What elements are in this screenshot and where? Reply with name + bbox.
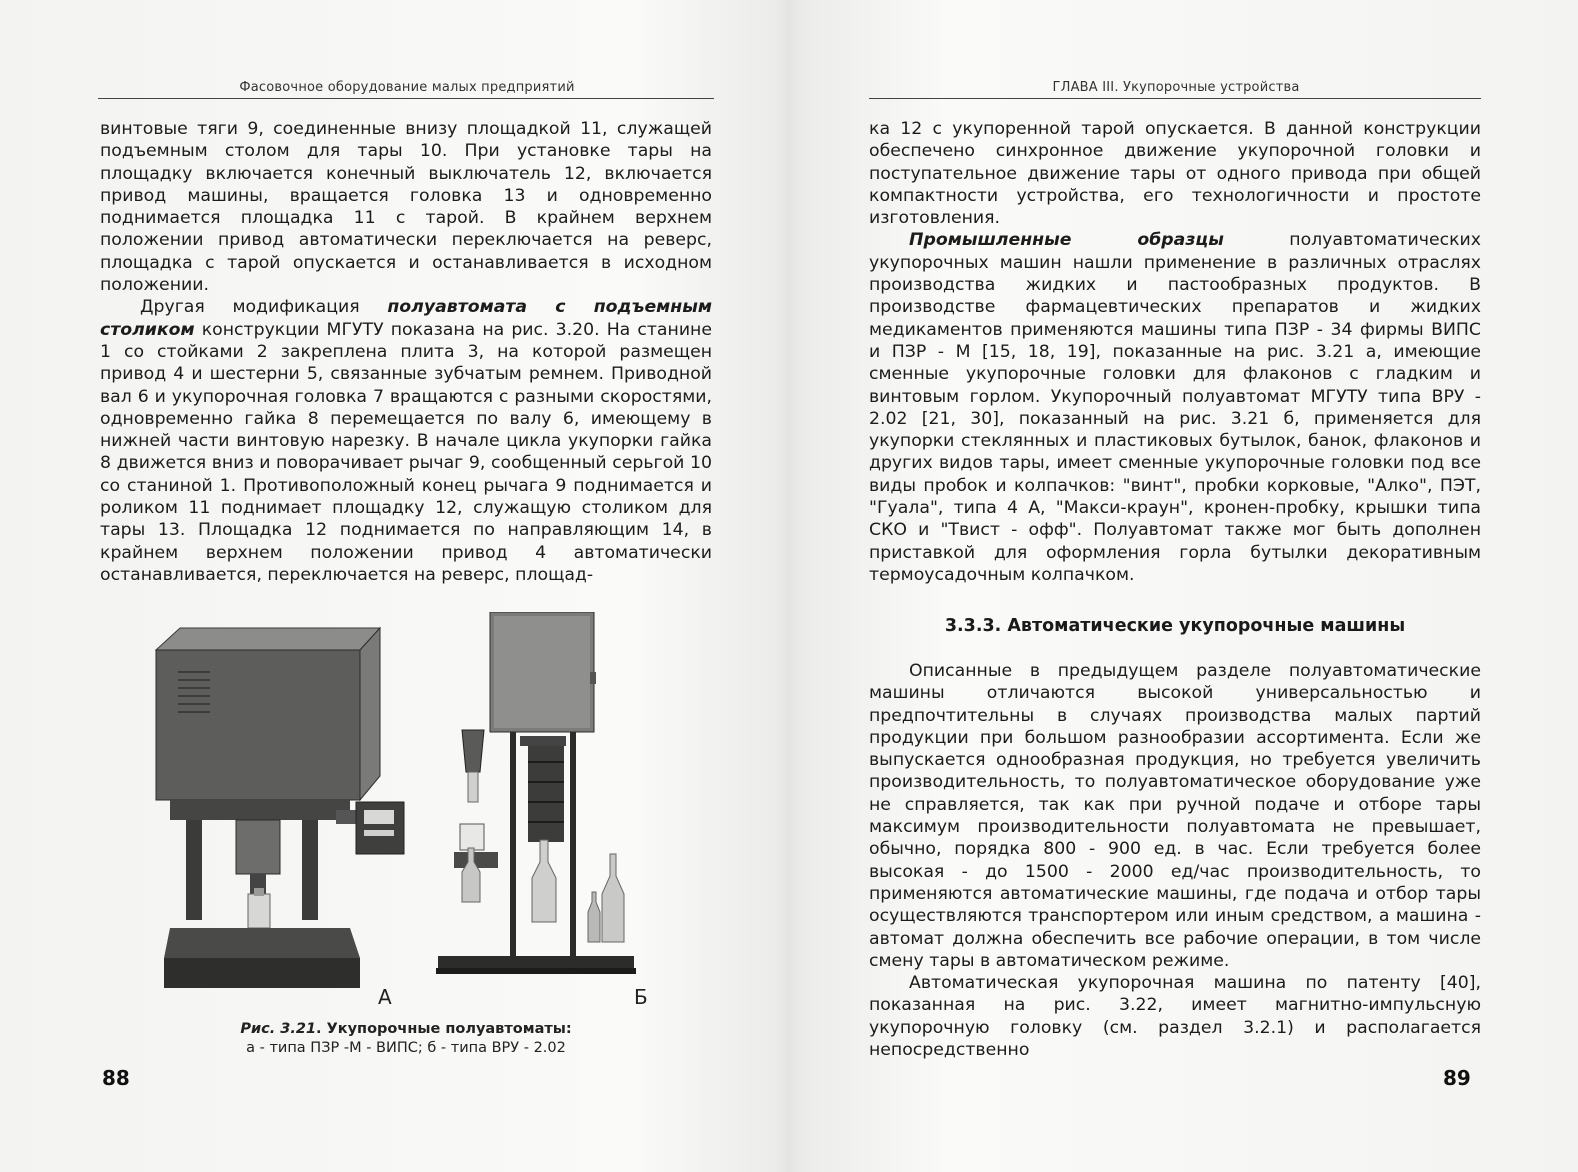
left-body-text [100, 118, 712, 586]
right-page [789, 0, 1578, 1172]
left-header-rule [98, 98, 714, 99]
figure-label-b: Б [634, 985, 648, 1009]
section-heading: 3.3.3. Автоматические укупорочные машины [944, 616, 1406, 636]
machine-a-illustration [156, 628, 404, 988]
figure-caption [100, 1020, 712, 1058]
left-running-head: Фасовочное оборудование малых предприятий [239, 80, 575, 95]
right-paragraph-3: Описанные в предыдущем разделе полуавтоматические машины отличаются высокой универсальностью и предпочтительны в случаях производства малых партий продукции при большом разнообразии ассортимента. Если же выпускается однообразная продукция, но требуется увеличить производительность, то полуавтоматическое оборудование уже не справляется, так как при ручной подаче и отборе тары максимум производительности полуавтомата не превышает, обычно, порядка 800 - 900 ед. в час. Если требуется более высокая - до 1500 - 2000 ед/час производительность, то применяются автоматические машины, где подача и отбор тары осуществляются транспортером или иным средством, а машина - автомат должна обеспечить все рабочие операции, в том числе смену тары в автоматическом режиме. [869, 661, 1481, 971]
capping-machines-photo [150, 612, 670, 1010]
left-paragraph-1: винтовые тяги 9, соединенные внизу площадкой 11, служащей подъемным столом для тары 10. При установке тары на площадку включается конечный выключатель 12, включается привод машины, вращается головка 13 и одновременно поднимается площадка 11 с тарой. В крайнем верхнем положении привод автоматически переключается на реверс, площадка с тарой опускается и останавливается в исходном положении. [100, 119, 712, 296]
caption-number: Рис. 3.21 [240, 1021, 317, 1037]
right-paragraph-1: ка 12 с укупоренной тарой опускается. В данной конструкции обеспечено синхронное движение укупорочной головки и поступательное движение тары от одного привода при общей компактности устройства, его технологичности и простоте изготовления. [869, 119, 1481, 229]
right-body-text-bottom [869, 660, 1481, 1061]
right-paragraph-2-emphasis: Промышленные образцы [909, 230, 1224, 251]
left-paragraph-2-rest: конструкции МГУТУ показана на рис. 3.20. На станине 1 со стойками 2 закреплена плита 3, на которой размещен привод 4 и шестерни 5, связанные зубчатым ремнем. Приводной вал 6 и укупорочная головка 7 вращаются с разными скоростями, одновременно гайка 8 перемещается по валу 6, имеющему в нижней части винтовую нарезку. В начале цикла укупорки гайка 8 движется вниз и поворачивает рычаг 9, сообщенный серьгой 10 со станиной 1. Противоположный конец рычага 9 поднимается и роликом 11 поднимает площадку 12, служащую столиком для тары 13. Площадка 12 поднимается по направляющим 14, в крайнем верхнем положении привод 4 автоматически останавливается, переключается на реверс, площад- [100, 319, 712, 585]
machine-b-illustration [436, 612, 636, 974]
right-paragraph-2-rest: полуавтоматических укупорочных машин нашли применение в различных отраслях производства жидких и пастообразных продуктов. В производстве фармацевтических препаратов и жидких медикаментов применяются машины типа ПЗР - 34 фирмы ВИПС и ПЗР - М [15, 18, 19], показанные на рис. 3.21 а, имеющие сменные укупорочные головки для флаконов с гладким и винтовым горлом. Укупорочный полуавтомат МГУТУ типа ВРУ - 2.02 [21, 30], показанный на рис. 3.21 б, применяется для укупорки стеклянных и пластиковых бутылок, банок, флаконов и других видов тары, имеет сменные укупорочные головки под все виды пробок и колпачков: "винт", пробки корковые, "Алко", ПЭТ, "Гуала", типа 4 А, "Макси-краун", кронен-пробку, крышки типа СКО и "Твист - офф". Полуавтомат также мог быть дополнен приставкой для оформления горла бутылки декоративным термоусадочным колпачком. [869, 230, 1481, 585]
right-page-number: 89 [1443, 1066, 1471, 1090]
right-body-text-top [869, 118, 1481, 586]
left-paragraph-2-lead: Другая модификация [140, 297, 360, 318]
right-header-rule [869, 98, 1481, 99]
caption-title: . Укупорочные полуавтоматы: [316, 1021, 572, 1037]
left-paragraph-2 [100, 296, 712, 586]
figure-label-a: А [378, 985, 392, 1009]
caption-subtitle: а - типа ПЗР -М - ВИПС; б - типа ВРУ - 2.02 [246, 1040, 566, 1056]
right-paragraph-2 [869, 229, 1481, 586]
right-running-head: ГЛАВА III. Укупорочные устройства [1052, 80, 1300, 95]
right-paragraph-4: Автоматическая укупорочная машина по патенту [40], показанная на рис. 3.22, имеет магнитно-импульсную укупорочную головку (см. раздел 3.2.1) и располагается непосредственно [869, 973, 1481, 1061]
left-paragraph-2-emphasis: полуавтомата с подъемным столиком [100, 297, 712, 340]
left-page-number: 88 [102, 1066, 130, 1090]
caption-title-line [100, 1020, 712, 1039]
